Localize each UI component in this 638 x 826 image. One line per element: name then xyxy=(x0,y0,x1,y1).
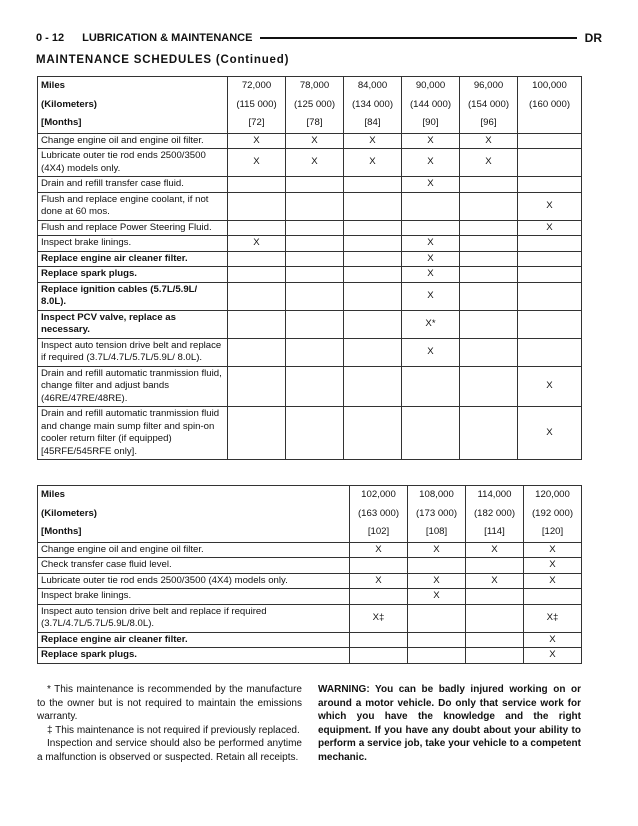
months-label: [Months] xyxy=(38,523,350,542)
task-label: Inspect brake linings. xyxy=(38,236,228,252)
miles-header-row xyxy=(38,77,582,96)
months-value: [72] xyxy=(228,114,286,133)
schedule-mark xyxy=(286,267,344,283)
schedule-mark xyxy=(344,192,402,220)
kilometers-value: (160 000) xyxy=(518,96,582,115)
warning-text: WARNING: You can be badly injured working on or around a motor vehicle. Do only that service work for which you have the knowledge and the right equipment. If you have any doubt about your ability to perform a service job, take your vehicle to a competent mechanic. xyxy=(318,684,581,763)
schedule-mark: X xyxy=(286,133,344,149)
task-label: Change engine oil and engine oil filter. xyxy=(38,542,350,558)
schedule-mark xyxy=(518,177,582,193)
schedule-mark: X xyxy=(286,149,344,177)
kilometers-value: (182 000) xyxy=(466,505,524,524)
schedule-mark xyxy=(344,282,402,310)
schedule-mark xyxy=(518,236,582,252)
schedule-mark: X xyxy=(408,589,466,605)
table-row xyxy=(38,251,582,267)
schedule-mark xyxy=(286,282,344,310)
task-label: Change engine oil and engine oil filter. xyxy=(38,133,228,149)
months-value: [78] xyxy=(286,114,344,133)
kilometers-value: (173 000) xyxy=(408,505,466,524)
months-value: [90] xyxy=(402,114,460,133)
schedule-mark xyxy=(228,177,286,193)
miles-value: 72,000 xyxy=(228,77,286,96)
schedule-mark: X xyxy=(402,282,460,310)
kilometers-value: (144 000) xyxy=(402,96,460,115)
schedule-mark: X xyxy=(402,267,460,283)
schedule-mark: X‡ xyxy=(524,604,582,632)
task-label: Drain and refill transfer case fluid. xyxy=(38,177,228,193)
schedule-mark: X xyxy=(408,573,466,589)
schedule-mark xyxy=(518,310,582,338)
schedule-mark xyxy=(460,407,518,460)
kilometers-value: (154 000) xyxy=(460,96,518,115)
schedule-mark xyxy=(344,177,402,193)
table-row xyxy=(38,558,582,574)
table-row xyxy=(38,282,582,310)
schedule-mark xyxy=(466,632,524,648)
schedule-mark xyxy=(344,338,402,366)
table-row xyxy=(38,220,582,236)
schedule-mark xyxy=(228,282,286,310)
table-row xyxy=(38,589,582,605)
schedule-mark xyxy=(286,338,344,366)
schedule-mark xyxy=(286,220,344,236)
schedule-mark xyxy=(228,267,286,283)
schedule-mark xyxy=(402,407,460,460)
footnote-double-dagger: ‡ This maintenance is not required if previously replaced. xyxy=(47,724,300,736)
schedule-mark: X xyxy=(350,542,408,558)
schedule-table-1 xyxy=(37,76,582,460)
schedule-mark: X xyxy=(228,149,286,177)
miles-value: 108,000 xyxy=(408,486,466,505)
table-row xyxy=(38,542,582,558)
schedule-mark xyxy=(344,220,402,236)
miles-value: 90,000 xyxy=(402,77,460,96)
kilometers-value: (134 000) xyxy=(344,96,402,115)
schedule-mark: X‡ xyxy=(350,604,408,632)
schedule-mark: X xyxy=(402,338,460,366)
task-label: Replace engine air cleaner filter. xyxy=(38,632,350,648)
schedule-mark: X xyxy=(524,542,582,558)
task-label: Lubricate outer tie rod ends 2500/3500 (4X4) models only. xyxy=(38,573,350,589)
schedule-mark xyxy=(228,220,286,236)
kilometers-value: (115 000) xyxy=(228,96,286,115)
miles-value: 84,000 xyxy=(344,77,402,96)
months-value: [114] xyxy=(466,523,524,542)
schedule-mark xyxy=(408,558,466,574)
schedule-mark: X xyxy=(460,149,518,177)
task-label: Replace spark plugs. xyxy=(38,267,228,283)
months-value: [108] xyxy=(408,523,466,542)
schedule-mark: X xyxy=(466,573,524,589)
table-row xyxy=(38,338,582,366)
schedule-mark: X xyxy=(350,573,408,589)
schedule-mark: X* xyxy=(402,310,460,338)
schedule-mark xyxy=(350,648,408,664)
schedule-mark xyxy=(228,192,286,220)
table-row xyxy=(38,192,582,220)
schedule-mark xyxy=(286,310,344,338)
page-header xyxy=(36,30,602,46)
schedule-mark: X xyxy=(402,149,460,177)
schedule-mark xyxy=(518,267,582,283)
schedule-mark: X xyxy=(402,251,460,267)
kilometers-value: (163 000) xyxy=(350,505,408,524)
schedule-mark xyxy=(350,558,408,574)
schedule-mark xyxy=(460,338,518,366)
schedule-mark xyxy=(286,251,344,267)
months-label: [Months] xyxy=(38,114,228,133)
schedule-mark xyxy=(344,407,402,460)
miles-value: 102,000 xyxy=(350,486,408,505)
months-header-row xyxy=(38,523,582,542)
schedule-mark xyxy=(286,366,344,407)
schedule-mark xyxy=(460,267,518,283)
schedule-mark: X xyxy=(518,407,582,460)
section-title: LUBRICATION & MAINTENANCE xyxy=(82,32,253,44)
schedule-mark: X xyxy=(524,573,582,589)
schedule-mark xyxy=(460,366,518,407)
schedule-mark: X xyxy=(518,220,582,236)
miles-value: 96,000 xyxy=(460,77,518,96)
schedule-mark xyxy=(228,338,286,366)
months-value xyxy=(518,114,582,133)
months-value: [84] xyxy=(344,114,402,133)
schedule-mark xyxy=(344,267,402,283)
schedule-mark: X xyxy=(344,149,402,177)
schedule-mark xyxy=(408,632,466,648)
model-code: DR xyxy=(584,31,602,45)
schedule-mark xyxy=(344,366,402,407)
miles-label: Miles xyxy=(38,486,350,505)
schedule-mark: X xyxy=(460,133,518,149)
schedule-mark xyxy=(228,407,286,460)
schedule-mark xyxy=(402,366,460,407)
table-row xyxy=(38,310,582,338)
footnote-asterisk: * This maintenance is recommended by the manufacture to the owner but is not required to maintain the emissions warranty. xyxy=(37,684,302,722)
schedule-mark xyxy=(518,251,582,267)
table-row xyxy=(38,177,582,193)
task-label: Replace spark plugs. xyxy=(38,648,350,664)
miles-value: 100,000 xyxy=(518,77,582,96)
schedule-mark xyxy=(402,192,460,220)
schedule-mark xyxy=(460,220,518,236)
schedule-mark: X xyxy=(518,366,582,407)
schedule-mark xyxy=(460,177,518,193)
task-label: Check transfer case fluid level. xyxy=(38,558,350,574)
schedule-mark xyxy=(460,192,518,220)
schedule-mark xyxy=(408,648,466,664)
table-row xyxy=(38,133,582,149)
header-rule xyxy=(260,37,576,39)
task-label: Flush and replace engine coolant, if not done at 60 mos. xyxy=(38,192,228,220)
schedule-mark xyxy=(518,282,582,310)
schedule-table-2-body xyxy=(38,486,582,664)
miles-value: 114,000 xyxy=(466,486,524,505)
months-header-row xyxy=(38,114,582,133)
table-row xyxy=(38,604,582,632)
schedule-mark xyxy=(286,236,344,252)
schedule-mark: X xyxy=(524,558,582,574)
schedule-mark: X xyxy=(344,133,402,149)
table-row xyxy=(38,573,582,589)
schedule-mark xyxy=(228,366,286,407)
schedule-mark: X xyxy=(402,177,460,193)
schedule-mark xyxy=(518,133,582,149)
task-label: Replace ignition cables (5.7L/5.9L/ 8.0L). xyxy=(38,282,228,310)
kilometers-value: (125 000) xyxy=(286,96,344,115)
kilometers-header-row xyxy=(38,96,582,115)
schedule-mark xyxy=(344,236,402,252)
table-row xyxy=(38,149,582,177)
task-label: Lubricate outer tie rod ends 2500/3500 (4X4) models only. xyxy=(38,149,228,177)
kilometers-header-row xyxy=(38,505,582,524)
task-label: Replace engine air cleaner filter. xyxy=(38,251,228,267)
schedule-mark: X xyxy=(402,133,460,149)
schedule-mark xyxy=(524,589,582,605)
schedule-mark xyxy=(344,310,402,338)
schedule-mark xyxy=(344,251,402,267)
table-row xyxy=(38,407,582,460)
schedule-mark xyxy=(460,282,518,310)
schedule-mark xyxy=(460,236,518,252)
schedule-mark xyxy=(286,192,344,220)
task-label: Inspect brake linings. xyxy=(38,589,350,605)
schedule-mark xyxy=(286,407,344,460)
schedule-mark xyxy=(518,338,582,366)
kilometers-label: (Kilometers) xyxy=(38,96,228,115)
kilometers-label: (Kilometers) xyxy=(38,505,350,524)
schedule-mark xyxy=(466,648,524,664)
schedule-mark: X xyxy=(466,542,524,558)
task-label: Inspect auto tension drive belt and replace if required (3.7L/4.7L/5.7L/5.9L/ 8.0L). xyxy=(38,338,228,366)
schedule-mark xyxy=(460,310,518,338)
task-label: Flush and replace Power Steering Fluid. xyxy=(38,220,228,236)
schedule-table-2 xyxy=(37,485,582,664)
task-label: Inspect auto tension drive belt and replace if required (3.7L/4.7L/5.7L/5.9L/8.0L). xyxy=(38,604,350,632)
table-row xyxy=(38,648,582,664)
schedule-mark xyxy=(518,149,582,177)
schedule-mark: X xyxy=(228,133,286,149)
task-label: Drain and refill automatic tranmission fluid, change filter and adjust bands (46RE/47RE/48RE). xyxy=(38,366,228,407)
page-number: 0 - 12 xyxy=(36,32,65,44)
task-label: Inspect PCV valve, replace as necessary. xyxy=(38,310,228,338)
schedule-mark xyxy=(350,589,408,605)
schedule-mark xyxy=(466,558,524,574)
schedule-mark: X xyxy=(408,542,466,558)
months-value: [96] xyxy=(460,114,518,133)
schedule-mark xyxy=(466,604,524,632)
table-row xyxy=(38,236,582,252)
schedule-table-1-body xyxy=(38,77,582,460)
page-subtitle: MAINTENANCE SCHEDULES (Continued) xyxy=(36,54,290,66)
schedule-mark: X xyxy=(524,648,582,664)
schedule-mark xyxy=(228,310,286,338)
schedule-mark xyxy=(350,632,408,648)
table-row xyxy=(38,632,582,648)
task-label: Drain and refill automatic tranmission fluid and change main sump filter and spin-on cooler return filter (if equipped) [45RFE/545RFE only]. xyxy=(38,407,228,460)
miles-value: 120,000 xyxy=(524,486,582,505)
schedule-mark: X xyxy=(524,632,582,648)
schedule-mark: X xyxy=(402,236,460,252)
months-value: [120] xyxy=(524,523,582,542)
months-value: [102] xyxy=(350,523,408,542)
schedule-mark: X xyxy=(518,192,582,220)
miles-header-row xyxy=(38,486,582,505)
miles-label: Miles xyxy=(38,77,228,96)
schedule-mark xyxy=(402,220,460,236)
table-row xyxy=(38,267,582,283)
schedule-mark xyxy=(466,589,524,605)
schedule-mark xyxy=(460,251,518,267)
miles-value: 78,000 xyxy=(286,77,344,96)
schedule-mark: X xyxy=(228,236,286,252)
kilometers-value: (192 000) xyxy=(524,505,582,524)
footnote-inspection: Inspection and service should also be performed anytime a malfunction is observed or suspected. Retain all receipts. xyxy=(37,738,302,763)
footnotes xyxy=(37,683,302,764)
table-row xyxy=(38,366,582,407)
schedule-mark xyxy=(228,251,286,267)
schedule-mark xyxy=(286,177,344,193)
schedule-mark xyxy=(408,604,466,632)
